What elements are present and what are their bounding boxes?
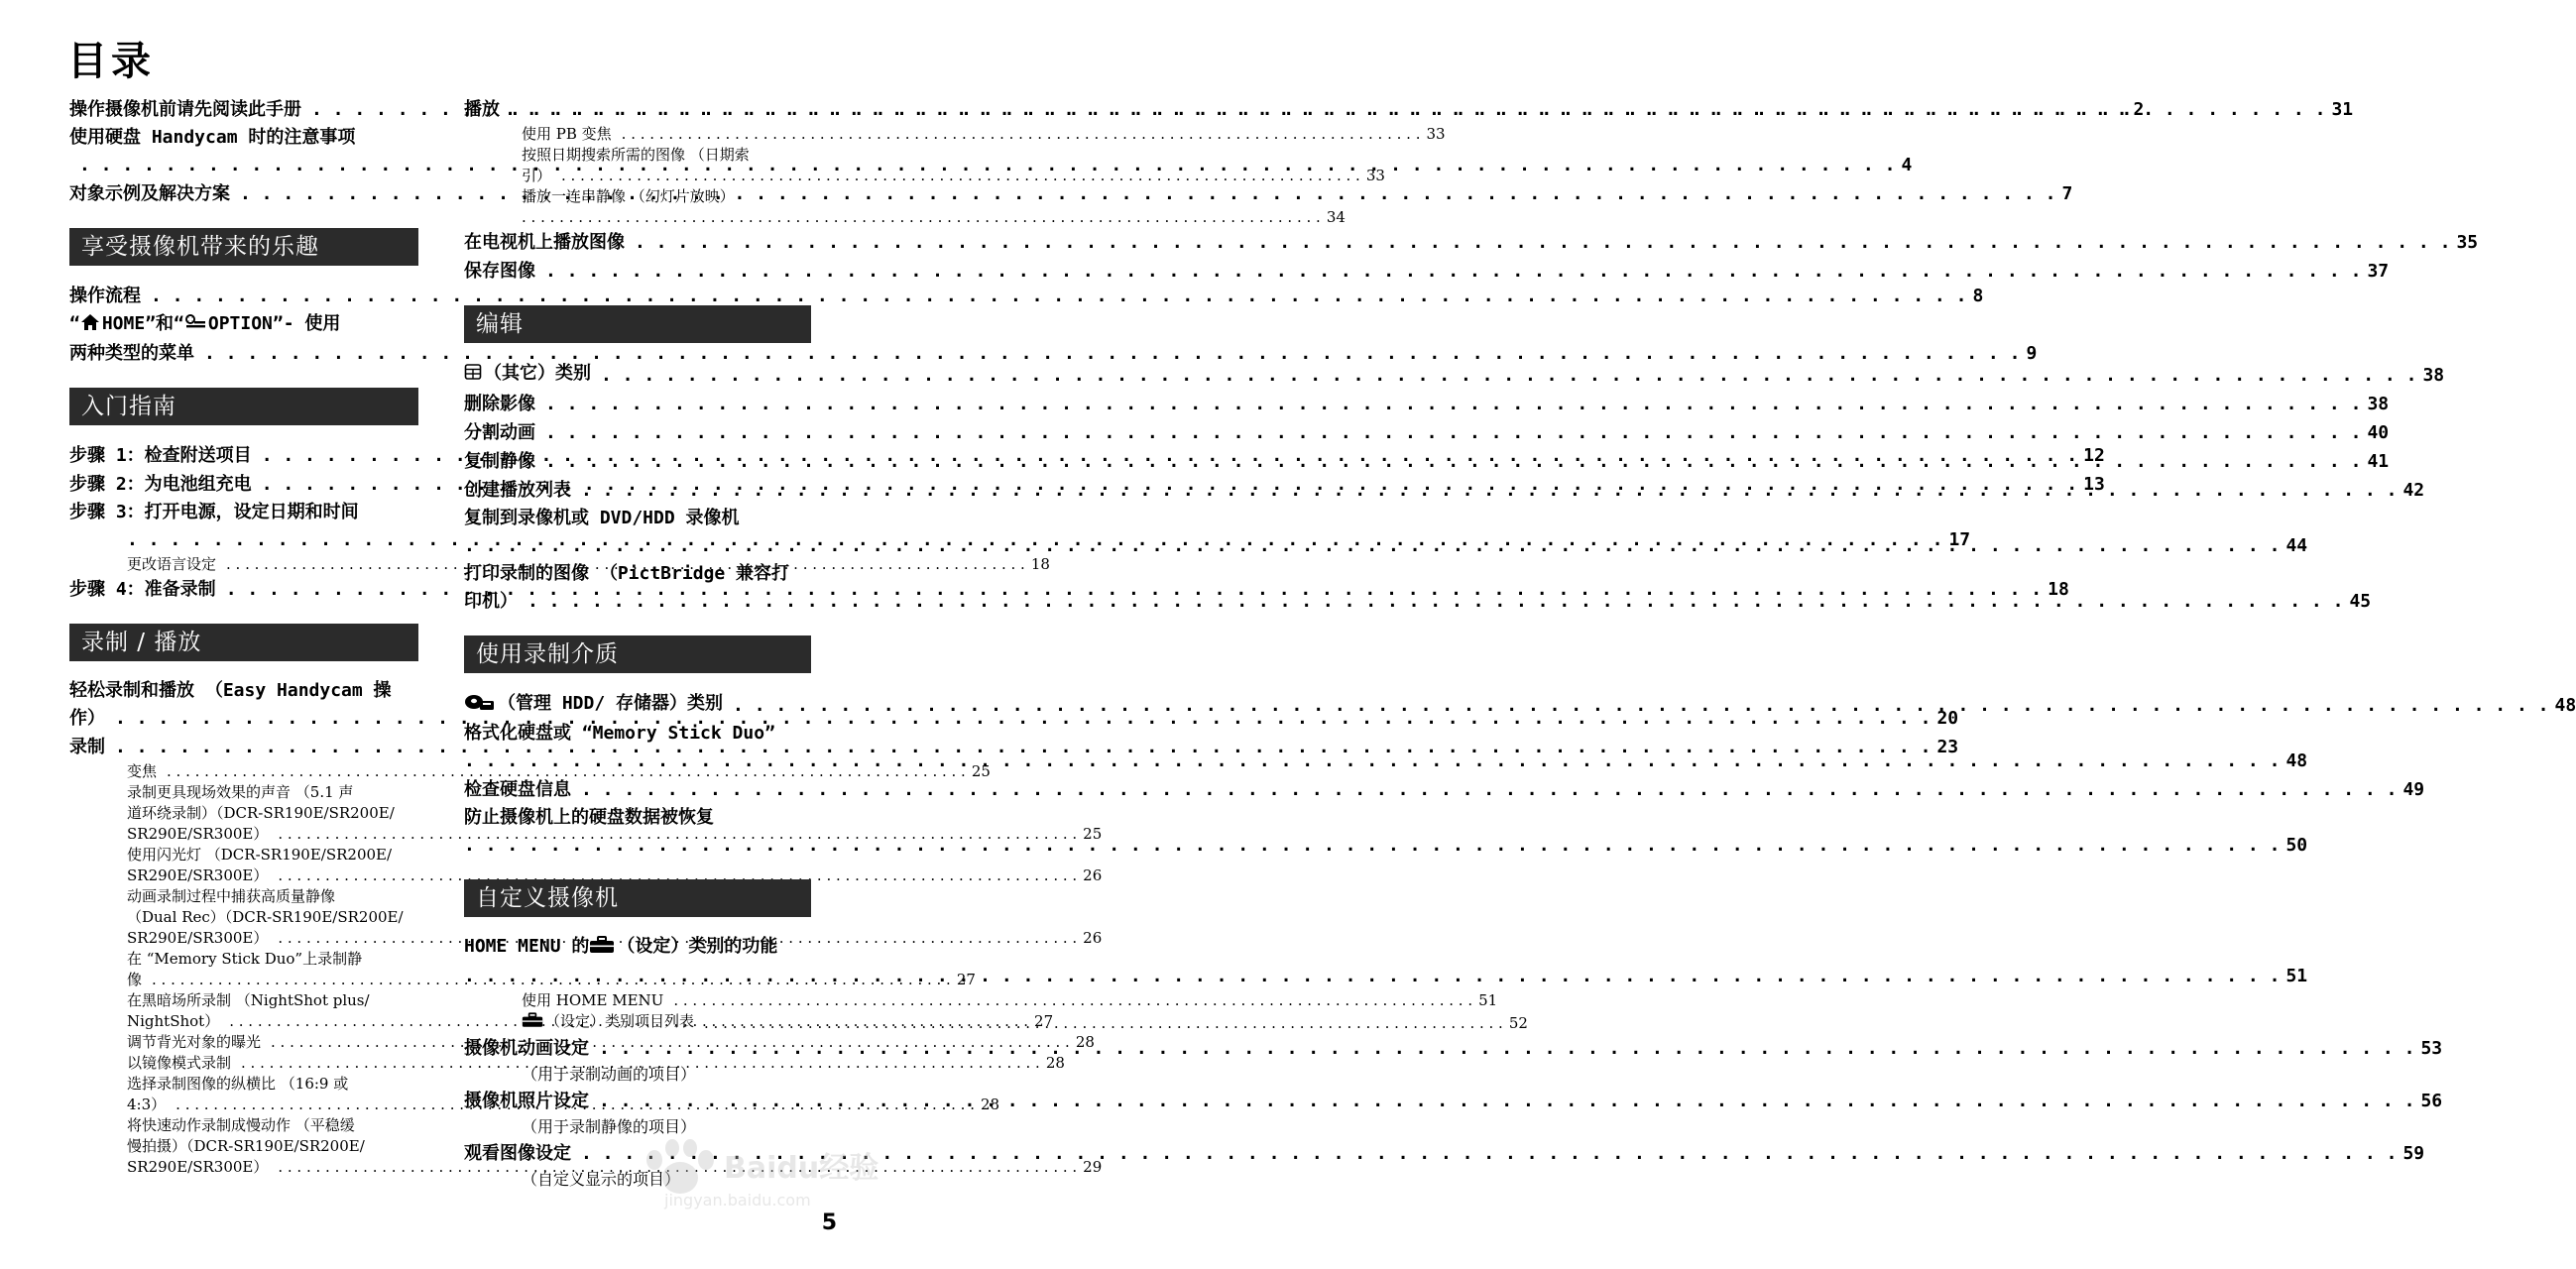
toc-subentry-line[interactable]: 使用闪光灯 （DCR-SR190E/SR200E/ [127, 846, 393, 864]
page-ref: 8 [1972, 286, 1984, 306]
toc-entry-line[interactable]: 格式化硬盘或 “Memory Stick Duo” [464, 723, 775, 744]
toc-entry-line[interactable]: 复制到录像机或 DVD/HDD 录像机 [464, 508, 740, 528]
toc-subentry-line[interactable]: 动画录制过程中捕获高质量静像 [127, 887, 336, 905]
toc-subentry-line[interactable]: 在黑暗场所录制 （NightShot plus/ [127, 991, 370, 1009]
toc-subentry[interactable]: 4:3） . . . 28 [127, 1095, 418, 1115]
toc-entry[interactable]: 观看图像设定 . . . 59 [464, 1139, 811, 1168]
page-ref: 31 [2331, 99, 2354, 120]
toc-entry[interactable]: （管理 HDD/ 存储器）类别 . . . 48 [464, 689, 811, 720]
toc-subentry-line[interactable]: 将快速动作录制成慢动作 （平稳缓 [127, 1116, 355, 1134]
toc-entry[interactable]: 摄像机照片设定 . . . 56 [464, 1087, 811, 1115]
page-ref: 13 [2083, 474, 2105, 495]
toc-subentry[interactable]: 更改语言设定 . . . 18 [127, 554, 418, 575]
toc-entry[interactable]: 复制静像 . . . 41 [464, 447, 811, 476]
toc-subentry-line[interactable]: 慢拍摄）（DCR-SR190E/SR200E/ [127, 1137, 365, 1155]
section-heading: 使用录制介质 [464, 635, 811, 673]
toc-subentry-line[interactable]: 按照日期搜索所需的图像 （日期索 [522, 146, 750, 164]
toc-subentry-line[interactable]: 在 “Memory Stick Duo”上录制静 [127, 950, 363, 968]
page-ref: 37 [2367, 261, 2390, 282]
page-ref: 12 [2083, 445, 2105, 466]
manage-media-icon [464, 691, 496, 720]
toc-entry[interactable]: 步骤 1：检查附送项目 . . . 12 [69, 441, 418, 470]
toc-note: （用于录制动画的项目） [522, 1065, 697, 1084]
page-ref: 59 [2402, 1143, 2425, 1164]
page-ref: 53 [2420, 1038, 2443, 1059]
page-ref: 52 [1508, 1014, 1528, 1032]
toc-entry[interactable]: （其它）类别 . . . 38 [464, 359, 811, 390]
page-ref: 23 [1936, 737, 1959, 757]
toc-entry[interactable]: 播放 . . . 31 [464, 95, 811, 124]
toc-entry[interactable]: 两种类型的菜单 . . . 9 [69, 339, 418, 368]
toc-entry[interactable]: 步骤 2：为电池组充电 . . . 13 [69, 470, 418, 499]
toc-subentry[interactable]: SR290E/SR300E） . . . 26 [127, 928, 418, 949]
page-ref: 40 [2367, 422, 2390, 443]
page-ref: 51 [1478, 991, 1498, 1009]
page-ref: 27 [956, 971, 976, 988]
page-ref: 20 [1936, 708, 1959, 729]
toc-sublist [522, 124, 1446, 228]
toc-subentry[interactable]: 使用 HOME MENU . . . 51 [522, 990, 811, 1011]
toc-entry[interactable]: 录制 . . . 23 [69, 733, 418, 761]
toc-entry-line[interactable]: 防止摄像机上的硬盘数据被恢复 [464, 807, 714, 828]
section-heading: 录制 / 播放 [69, 624, 418, 661]
toc-entry[interactable]: 步骤 4：准备录制 . . . 18 [69, 575, 418, 604]
svg-text:Baidu经验: Baidu经验 [724, 1151, 879, 1186]
toc-subentry-line[interactable]: 选择录制图像的纵横比 （16:9 或 [127, 1075, 349, 1093]
toc-entry[interactable]: 操作流程 . . . 8 [69, 282, 418, 310]
page-ref: 42 [2402, 480, 2425, 501]
page-number: 5 [821, 1211, 837, 1235]
toc-subentry[interactable]: SR290E/SR300E） . . . 26 [127, 865, 418, 886]
toc-subentry[interactable]: 变焦 . . . 25 [127, 761, 418, 782]
toc-entry[interactable]: 保存图像 . . . 37 [464, 257, 811, 286]
page-ref: 45 [2349, 591, 2372, 612]
toolbox-settings-icon [522, 1012, 543, 1034]
page-ref: 34 [1326, 208, 1346, 226]
other-category-icon [464, 361, 482, 390]
page-ref: 41 [2367, 451, 2390, 472]
toc-entry[interactable]: 删除影像 . . . 38 [464, 390, 811, 418]
page-ref: 26 [1083, 866, 1103, 884]
page-ref: 33 [1365, 167, 1385, 184]
page-ref: 33 [1426, 125, 1446, 143]
toc-subentry[interactable]: 以镜像模式录制 . . . 28 [127, 1053, 418, 1074]
page-ref: 7 [2061, 183, 2073, 204]
baidu-watermark [625, 1120, 879, 1210]
page-ref: 44 [2285, 535, 2308, 556]
page-ref: 27 [1034, 1012, 1054, 1030]
svg-text:jingyan.baidu.com: jingyan.baidu.com [664, 1191, 811, 1210]
toc-entry-line[interactable]: “ HOME”和“ OPTION”- 使用 [69, 310, 418, 339]
toc-entry-line[interactable]: 步骤 3：打开电源，设定日期和时间 [69, 502, 359, 522]
page-ref: 50 [2285, 835, 2308, 856]
toc-note: （自定义显示的项目） [522, 1170, 681, 1189]
page-title: 目录 [67, 39, 155, 84]
toc-entry-line[interactable]: 打印录制的图像 （PictBridge 兼容打 [464, 563, 790, 584]
page-ref: 25 [971, 762, 991, 780]
page-ref: 9 [2026, 343, 2038, 364]
page-ref: 49 [2402, 779, 2425, 800]
toc-subentry[interactable]: SR290E/SR300E） . . . 29 [127, 1157, 418, 1178]
toc-entry[interactable]: 在电视机上播放图像 . . . 35 [464, 228, 811, 257]
home-icon [80, 312, 100, 339]
toc-entry-line[interactable]: HOME MENU 的 （设定）类别的功能 [464, 933, 811, 962]
page-ref: 28 [1045, 1054, 1065, 1072]
toc-subentry[interactable]: 引） . . . 33 [522, 166, 811, 186]
page-ref: 28 [980, 1096, 1000, 1113]
toc-entry-line[interactable]: 使用硬盘 Handycam 时的注意事项 [69, 127, 356, 148]
page-ref: 35 [2456, 232, 2479, 253]
toc-subentry-line[interactable]: 道环绕录制）（DCR-SR190E/SR200E/ [127, 804, 395, 822]
page-ref: 51 [2285, 966, 2308, 986]
page-ref: 29 [1083, 1158, 1103, 1176]
page-ref: 17 [1948, 529, 1971, 550]
toc-subentry[interactable]: 像 . . . 27 [127, 970, 418, 990]
toc-entry[interactable]: 创建播放列表 . . . 42 [464, 476, 811, 505]
page-ref: 48 [2554, 695, 2576, 716]
page-ref: 38 [2422, 365, 2445, 386]
toc-entry[interactable]: 印机） . . . 45 [464, 587, 811, 616]
section-heading: 自定义摄像机 [464, 879, 811, 917]
toc-subentry-line[interactable]: 播放一连串静像 （幻灯片放映） [522, 187, 735, 205]
page-ref: 56 [2420, 1091, 2443, 1111]
page-ref: 4 [1901, 155, 1913, 175]
toc-note: （用于录制静像的项目） [522, 1117, 697, 1136]
toc-entry[interactable] [127, 525, 1971, 554]
page-ref: 2 [2133, 99, 2145, 120]
toc-subentry[interactable]: （设定）类别项目列表 . . . 52 [522, 1011, 811, 1034]
section-heading: 享受摄像机带来的乐趣 [69, 228, 418, 266]
toc-entry-line[interactable]: 轻松录制和播放 （Easy Handycam 操 [69, 680, 392, 701]
toc-entry[interactable]: 分割动画 . . . 40 [464, 418, 811, 447]
toc-subentry-line[interactable]: 录制更具现场效果的声音 （5.1 声 [127, 783, 354, 801]
toc-subentry[interactable]: 调节背光对象的曝光 . . . 28 [127, 1032, 418, 1053]
section-heading: 编辑 [464, 305, 811, 343]
toc-entry[interactable]: 摄像机动画设定 . . . 53 [464, 1034, 811, 1063]
toolbox-settings-icon [589, 935, 615, 962]
toc-subentry[interactable] [522, 207, 1346, 228]
page-ref: 48 [2285, 750, 2308, 771]
toc-entry[interactable]: 检查硬盘信息 . . . 49 [464, 775, 811, 804]
toc-subentry[interactable]: NightShot） . . . 27 [127, 1011, 418, 1032]
page-ref: 18 [1030, 555, 1050, 573]
toc-subentry-line[interactable]: （Dual Rec）（DCR-SR190E/SR200E/ [127, 908, 404, 926]
page-ref: 18 [2048, 579, 2069, 600]
toc-subentry[interactable]: SR290E/SR300E） . . . 25 [127, 824, 418, 845]
page-ref: 38 [2367, 394, 2390, 414]
section-heading: 入门指南 [69, 388, 418, 425]
toc-entry[interactable]: 作） . . . 20 [69, 704, 418, 733]
page-ref: 25 [1083, 825, 1103, 843]
toc-entry[interactable]: 对象示例及解决方案 . . . 7 [69, 179, 418, 208]
option-icon [184, 312, 206, 339]
toc-subentry[interactable]: 使用 PB 变焦 . . . 33 [522, 124, 811, 145]
page-ref: 28 [1075, 1033, 1095, 1051]
toc-entry[interactable]: 操作摄像机前请先阅读此手册 . . . 2 [69, 95, 418, 124]
page-ref: 26 [1083, 929, 1103, 947]
